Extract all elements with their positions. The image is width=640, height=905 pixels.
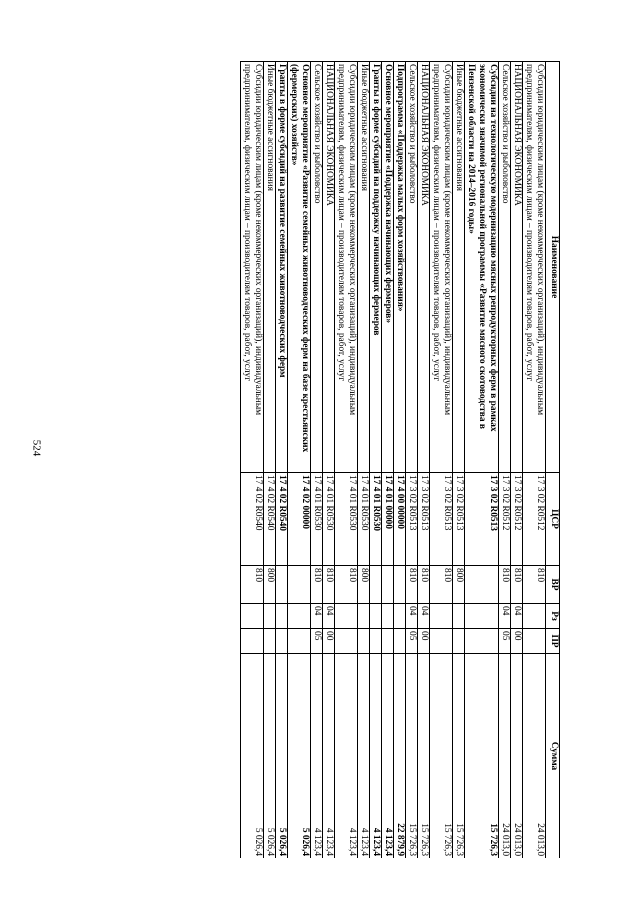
cell-pr [453, 629, 465, 654]
cell-sum: 22 879,9 [394, 654, 406, 859]
cell-name: Субсидии юридическим лицам (кроме некоммерческих организаций), индивидуальным предпринимателям, физическим лицам – производителям товаров, работ, услуг [241, 62, 264, 473]
cell-rz [358, 604, 370, 629]
cell-vr [382, 566, 394, 604]
cell-sum: 5 026,4 [241, 654, 264, 859]
cell-vr: 810 [241, 566, 264, 604]
cell-sum: 15 726,3 [406, 654, 418, 859]
cell-name: Основное мероприятие «Поддержка начинающих фермеров» [382, 62, 394, 473]
cell-name: Субсидии юридическим лицам (кроме некоммерческих организаций), индивидуальным предпринимателям, физическим лицам – производителям товаров, работ, услуг [523, 62, 546, 473]
cell-csr: 17 3 02 R0512 [499, 473, 511, 566]
table-row [382, 62, 394, 859]
cell-name: Субсидии на технологическую модернизацию мясных репродукторных ферм в рамках экономически значимой региональной программы «Развитие мясного скотоводства в Пензенской области на 2014–2016 годы» [465, 62, 499, 473]
cell-csr: 17 3 02 R0513 [453, 473, 465, 566]
cell-pr [241, 629, 264, 654]
cell-rz: 04 [311, 604, 323, 629]
cell-pr [276, 629, 288, 654]
cell-sum: 5 026,4 [264, 654, 276, 859]
cell-name: Сельское хозяйство и рыболовство [499, 62, 511, 473]
cell-rz [241, 604, 264, 629]
cell-vr [288, 566, 311, 604]
header-rz: Рз [546, 604, 560, 629]
table-row [406, 62, 418, 859]
cell-rz: 04 [499, 604, 511, 629]
cell-name: Сельское хозяйство и рыболовство [406, 62, 418, 473]
cell-sum: 15 726,3 [453, 654, 465, 859]
cell-sum: 5 026,4 [276, 654, 288, 859]
cell-sum: 24 013,0 [499, 654, 511, 859]
cell-csr: 17 4 01 R0530 [311, 473, 323, 566]
cell-sum: 4 123,4 [370, 654, 382, 859]
cell-sum: 15 726,3 [465, 654, 499, 859]
table-row [241, 62, 264, 859]
cell-vr: 810 [323, 566, 335, 604]
cell-sum: 4 123,4 [382, 654, 394, 859]
cell-rz [276, 604, 288, 629]
cell-pr [394, 629, 406, 654]
table-row [394, 62, 406, 859]
cell-csr: 17 3 02 R0513 [406, 473, 418, 566]
cell-pr [430, 629, 453, 654]
cell-vr: 800 [264, 566, 276, 604]
cell-rz [335, 604, 358, 629]
cell-pr: 05 [406, 629, 418, 654]
table-row [358, 62, 370, 859]
budget-table [240, 61, 560, 858]
cell-csr: 17 3 02 R0512 [511, 473, 523, 566]
cell-vr: 810 [418, 566, 430, 604]
cell-sum: 15 726,3 [418, 654, 430, 859]
page-number: 524 [30, 439, 43, 457]
table-row [511, 62, 523, 859]
cell-csr: 17 4 02 R0540 [264, 473, 276, 566]
cell-rz [382, 604, 394, 629]
cell-pr [288, 629, 311, 654]
cell-csr: 17 4 02 R0540 [241, 473, 264, 566]
rotated-table-container [87, 61, 560, 858]
table-row [276, 62, 288, 859]
cell-name: Гранты в форме субсидий на поддержку начинающих фермеров [370, 62, 382, 473]
cell-rz [264, 604, 276, 629]
cell-sum: 4 123,4 [358, 654, 370, 859]
cell-csr: 17 4 01 R0530 [370, 473, 382, 566]
cell-name: Иные бюджетные ассигнования [358, 62, 370, 473]
cell-pr: 00 [511, 629, 523, 654]
table-row [264, 62, 276, 859]
cell-pr [335, 629, 358, 654]
header-name: Наименование [546, 62, 560, 473]
cell-name: Иные бюджетные ассигнования [264, 62, 276, 473]
cell-pr: 00 [323, 629, 335, 654]
cell-vr: 810 [523, 566, 546, 604]
cell-pr: 00 [418, 629, 430, 654]
header-vr: ВР [546, 566, 560, 604]
table-row [453, 62, 465, 859]
cell-vr: 810 [430, 566, 453, 604]
cell-sum: 24 013,0 [523, 654, 546, 859]
header-csr: ЦСР [546, 473, 560, 566]
cell-sum: 4 123,4 [323, 654, 335, 859]
cell-rz: 04 [418, 604, 430, 629]
table-body [241, 62, 546, 859]
cell-csr: 17 3 02 R0512 [523, 473, 546, 566]
cell-name: Субсидии юридическим лицам (кроме некоммерческих организаций), индивидуальным предпринимателям, физическим лицам – производителям товаров, работ, услуг [430, 62, 453, 473]
cell-rz [370, 604, 382, 629]
table-row [499, 62, 511, 859]
cell-csr: 17 4 01 R0530 [335, 473, 358, 566]
cell-rz: 04 [406, 604, 418, 629]
cell-rz [394, 604, 406, 629]
header-sum: Сумма [546, 654, 560, 859]
table-header-row [546, 62, 560, 859]
budget-table-wrapper [87, 61, 560, 858]
cell-name: НАЦИОНАЛЬНАЯ ЭКОНОМИКА [511, 62, 523, 473]
header-pr: ПР [546, 629, 560, 654]
cell-pr: 05 [311, 629, 323, 654]
cell-pr [358, 629, 370, 654]
cell-vr [370, 566, 382, 604]
cell-name: Гранты в форме субсидий на развитие семейных животноводческих ферм [276, 62, 288, 473]
cell-pr: 05 [499, 629, 511, 654]
cell-name: НАЦИОНАЛЬНАЯ ЭКОНОМИКА [418, 62, 430, 473]
cell-name: Иные бюджетные ассигнования [453, 62, 465, 473]
cell-name: Субсидии юридическим лицам (кроме некоммерческих организаций), индивидуальным предпринимателям, физическим лицам – производителям товаров, работ, услуг [335, 62, 358, 473]
cell-pr [264, 629, 276, 654]
cell-pr [382, 629, 394, 654]
table-row [465, 62, 499, 859]
cell-vr: 810 [511, 566, 523, 604]
cell-csr: 17 3 02 R0513 [465, 473, 499, 566]
table-row [370, 62, 382, 859]
cell-csr: 17 4 01 R0530 [323, 473, 335, 566]
cell-rz: 04 [511, 604, 523, 629]
cell-vr: 800 [453, 566, 465, 604]
table-row [523, 62, 546, 859]
table-row [311, 62, 323, 859]
cell-vr [394, 566, 406, 604]
cell-rz [465, 604, 499, 629]
cell-name: Основное мероприятие «Развитие семейных животноводческих ферм на базе крестьянских (фермерских) хозяйств» [288, 62, 311, 473]
cell-vr [276, 566, 288, 604]
cell-vr [465, 566, 499, 604]
table-row [288, 62, 311, 859]
cell-csr: 17 4 02 R0540 [276, 473, 288, 566]
cell-name: Сельское хозяйство и рыболовство [311, 62, 323, 473]
cell-vr: 810 [311, 566, 323, 604]
cell-vr: 800 [358, 566, 370, 604]
cell-csr: 17 4 01 00000 [382, 473, 394, 566]
cell-csr: 17 4 01 R0530 [358, 473, 370, 566]
cell-name: Подпрограмма «Поддержка малых форм хозяйствования» [394, 62, 406, 473]
table-row [335, 62, 358, 859]
cell-rz [453, 604, 465, 629]
cell-rz: 04 [323, 604, 335, 629]
cell-csr: 17 3 02 R0513 [418, 473, 430, 566]
cell-sum: 5 026,4 [288, 654, 311, 859]
cell-vr: 810 [406, 566, 418, 604]
cell-vr: 810 [499, 566, 511, 604]
cell-sum: 24 013,0 [511, 654, 523, 859]
cell-pr [370, 629, 382, 654]
cell-rz [430, 604, 453, 629]
cell-sum: 4 123,4 [335, 654, 358, 859]
cell-sum: 15 726,3 [430, 654, 453, 859]
cell-rz [523, 604, 546, 629]
cell-rz [288, 604, 311, 629]
table-row [323, 62, 335, 859]
cell-pr [465, 629, 499, 654]
cell-csr: 17 3 02 R0513 [430, 473, 453, 566]
cell-vr: 810 [335, 566, 358, 604]
cell-name: НАЦИОНАЛЬНАЯ ЭКОНОМИКА [323, 62, 335, 473]
table-row [418, 62, 430, 859]
cell-csr: 17 4 00 00000 [394, 473, 406, 566]
cell-csr: 17 4 02 00000 [288, 473, 311, 566]
table-row [430, 62, 453, 859]
cell-sum: 4 123,4 [311, 654, 323, 859]
cell-pr [523, 629, 546, 654]
